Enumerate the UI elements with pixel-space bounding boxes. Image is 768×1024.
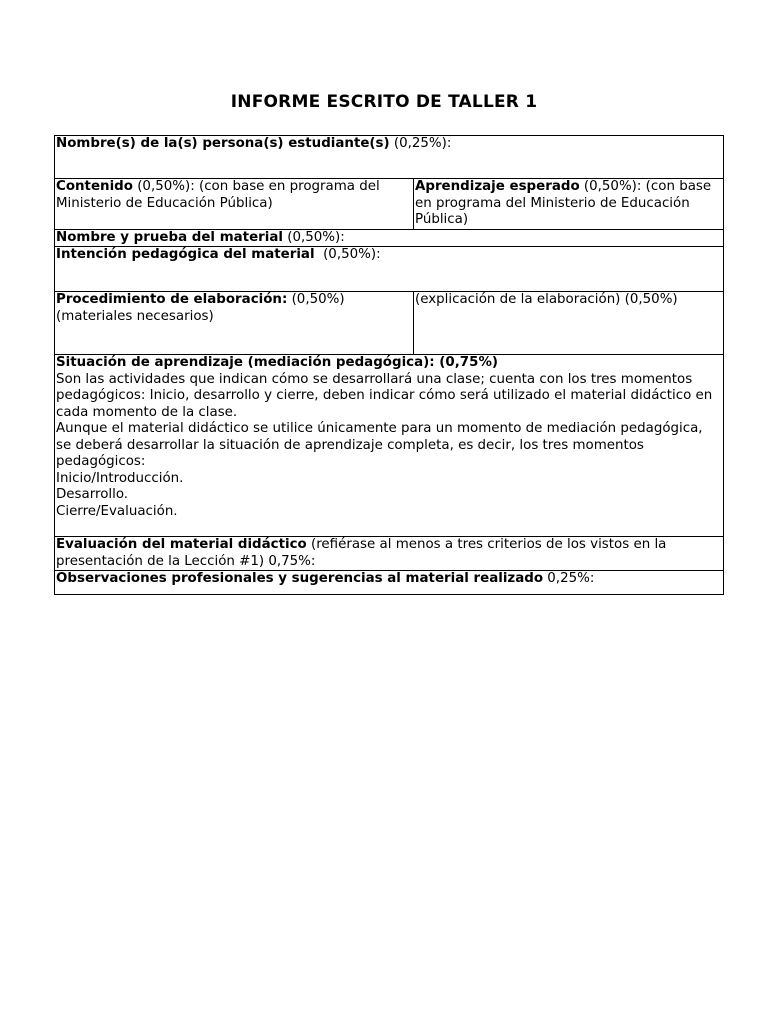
observations-value: 0,25%: <box>543 571 595 586</box>
content-row <box>55 179 724 230</box>
intention-label: Intención pedagógica del material <box>56 247 315 262</box>
situation-label: Situación de aprendizaje (mediación pedagógica): (0,75%) <box>56 355 498 370</box>
report-form-table <box>54 135 724 595</box>
content-cell[interactable] <box>55 179 414 230</box>
situation-paragraph-2: Aunque el material didáctico se utilice únicamente para un momento de mediación pedagógica, se deberá desarrollar la situación de aprendizaje completa, es decir, los tres momentos pedagógicos: <box>56 421 703 469</box>
learning-value: (0,50%): (con base en programa del Ministerio de Educación Pública) <box>415 179 712 227</box>
evaluation-value: (refiérase al menos a tres criterios de los vistos en la presentación de la Lección #1) 0,75%: <box>56 537 667 569</box>
evaluation-cell[interactable] <box>55 537 724 571</box>
intention-cell[interactable] <box>55 247 724 292</box>
learning-label: Aprendizaje esperado <box>415 179 580 194</box>
material-cell[interactable] <box>55 229 724 247</box>
students-row <box>55 136 724 179</box>
procedure-row <box>55 292 724 355</box>
students-value: (0,25%): <box>389 136 452 151</box>
page-title: INFORME ESCRITO DE TALLER 1 <box>230 92 538 112</box>
material-row <box>55 229 724 247</box>
explanation-value: (explicación de la elaboración) (0,50%) <box>415 292 678 307</box>
procedure-value: (0,50%) <box>287 292 345 307</box>
observations-cell[interactable] <box>55 571 724 595</box>
observations-label: Observaciones profesionales y sugerencias al material realizado <box>56 571 544 586</box>
moment-item-start: Inicio/Introducción. <box>56 470 184 486</box>
evaluation-label: Evaluación del material didáctico <box>56 537 307 552</box>
situation-row <box>55 355 724 537</box>
content-label: Contenido <box>56 179 133 194</box>
intention-value: (0,50%): <box>314 247 381 262</box>
situation-cell[interactable] <box>55 355 724 537</box>
learning-cell[interactable] <box>414 179 724 230</box>
students-label: Nombre(s) de la(s) persona(s) estudiante(s) <box>56 136 390 151</box>
situation-paragraph-1: Son las actividades que indican cómo se desarrollará una clase; cuenta con los tres momentos pedagógicos: Inicio, desarrollo y cierre, deben indicar cómo será utilizado el material didáctico en cada momento de la clase. <box>56 371 713 420</box>
students-cell[interactable] <box>55 136 724 179</box>
material-label: Nombre y prueba del material <box>56 229 283 245</box>
evaluation-row <box>55 537 724 571</box>
material-value: (0,50%): <box>282 229 345 245</box>
moment-item-closing: Cierre/Evaluación. <box>56 503 178 519</box>
explanation-cell[interactable] <box>414 292 724 355</box>
procedure-cell[interactable] <box>55 292 414 355</box>
procedure-label: Procedimiento de elaboración: <box>56 292 288 307</box>
observations-row <box>55 571 724 595</box>
content-value: (0,50%): (con base en programa del Ministerio de Educación Pública) <box>56 179 380 211</box>
procedure-note: (materiales necesarios) <box>56 308 214 324</box>
intention-row <box>55 247 724 292</box>
moment-item-development: Desarrollo. <box>56 487 129 502</box>
